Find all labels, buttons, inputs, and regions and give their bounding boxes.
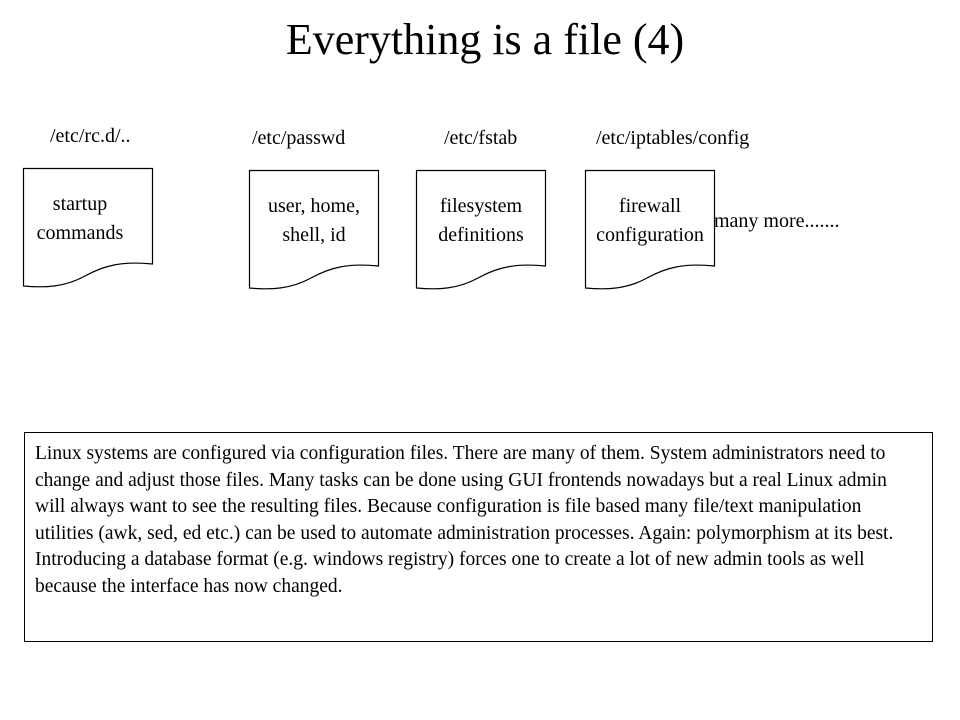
slide-title: Everything is a file (4) [285,15,685,64]
document-shape-fstab [416,170,546,296]
many-more-label: many more....... [714,210,840,232]
file-path-rc: /etc/rc.d/.. [50,125,131,147]
document-shape-passwd [249,170,379,296]
file-path-passwd: /etc/passwd [252,127,346,149]
file-path-fstab: /etc/fstab [444,127,518,149]
file-path-iptables: /etc/iptables/config [596,127,750,149]
document-shape-iptables [585,170,715,296]
document-shape-rc [23,168,153,294]
description-box: Linux systems are configured via configuration files. There are many of them. System administrators need to change and adjust those files. Many tasks can be done using GUI frontends nowadays but a real Linux admin will always want to see the resulting files. Because configuration is file based many file/text manipulation utilities (awk, sed, ed etc.) can be used to automate administration processes. Again: polymorphism at its best. Introducing a database format (e.g. windows registry) forces one to create a lot of new admin tools as well because the interface has now changed. [24,432,933,642]
document-label-iptables: firewall configuration [596,195,704,246]
document-label-fstab: filesystem definitions [438,195,524,246]
document-label-passwd: user, home, shell, id [268,195,360,246]
document-label-rc: startup commands [36,193,124,244]
